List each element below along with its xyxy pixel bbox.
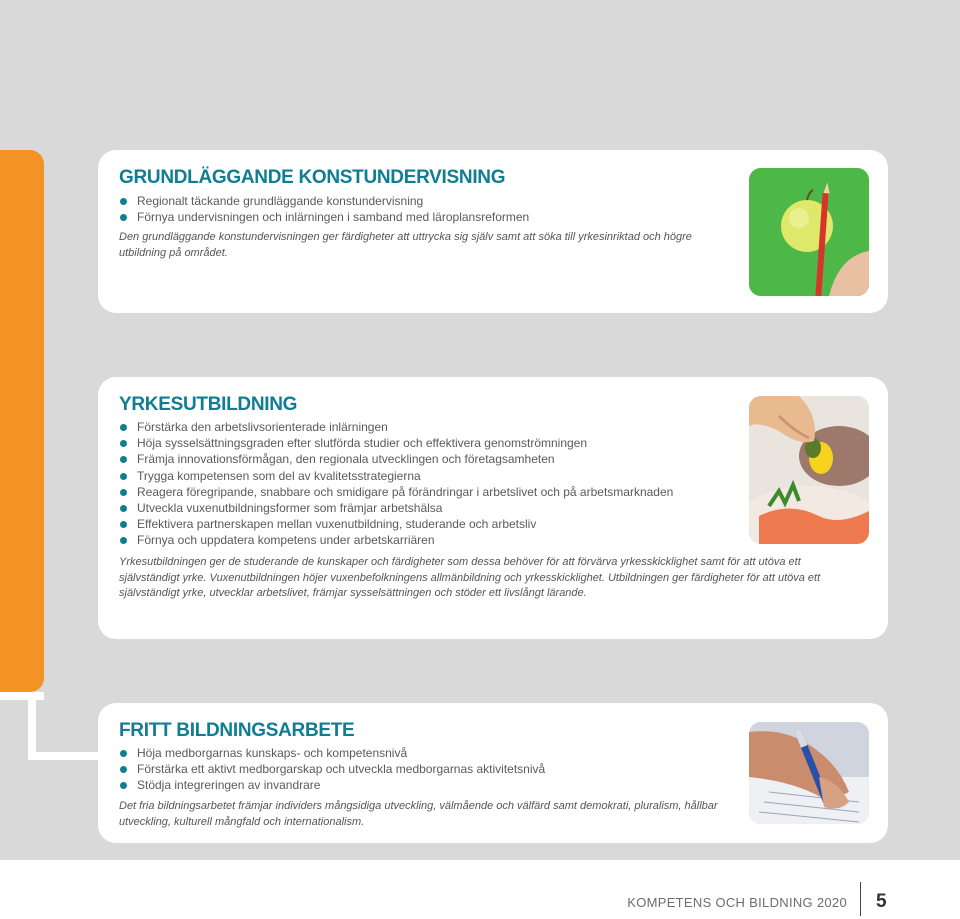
section-description: Den grundläggande konstundervisningen ger färdigheter att uttrycka sig själv samt att söka till yrkesinriktad och högre utbildning på området. [119, 231, 692, 259]
list-item: Regionalt täckande grundläggande konstundervisning [119, 193, 529, 209]
list-item: Effektivera partnerskapen mellan vuxenutbildning, studerande och arbetsliv [119, 516, 673, 532]
food-garnish-photo [749, 396, 869, 544]
footer-divider [860, 882, 861, 916]
connector-line [28, 692, 36, 760]
list-item: Reagera föregripande, snabbare och smidigare på förändringar i arbetslivet och på arbetsmarknaden [119, 484, 673, 500]
section-title: YRKESUTBILDNING [119, 394, 298, 415]
list-item: Främja innovationsförmågan, den regionala utvecklingen och företagsamheten [119, 451, 673, 467]
list-item: Förnya undervisningen och inlärningen i samband med läroplansreformen [119, 209, 529, 225]
list-item: Trygga kompetensen som del av kvalitetsstrategierna [119, 468, 673, 484]
list-item: Förstärka ett aktivt medborgarskap och utveckla medborgarnas aktivitetsnivå [119, 761, 545, 777]
list-item: Utveckla vuxenutbildningsformer som främjar arbetshälsa [119, 500, 673, 516]
bullet-list [119, 193, 529, 225]
bullet-list [119, 745, 545, 794]
food-garnish-illustration [749, 396, 869, 544]
apple-pencil-illustration [749, 168, 869, 296]
section-title: GRUNDLÄGGANDE KONSTUNDERVISNING [119, 167, 506, 188]
list-item: Höja medborgarnas kunskaps- och kompetensnivå [119, 745, 545, 761]
section-description: Det fria bildningsarbetet främjar individers mångsidiga utveckling, välmående och välfärd samt demokrati, pluralism, hållbar utveckling, kulturell mångfald och internationalism. [119, 800, 718, 828]
apple-pencil-photo [749, 168, 869, 296]
writing-hand-photo [749, 722, 869, 824]
section-title: FRITT BILDNINGSARBETE [119, 720, 355, 741]
section-card-bildningsarbete [98, 703, 888, 843]
connector-line [28, 752, 100, 760]
section-card-konstundervisning [98, 150, 888, 313]
list-item: Förstärka den arbetslivsorienterade inlärningen [119, 419, 673, 435]
writing-hand-illustration [749, 722, 869, 824]
publication-title: KOMPETENS OCH BILDNING 2020 [627, 895, 847, 910]
page-number: 5 [876, 891, 887, 912]
list-item: Stödja integreringen av invandrare [119, 777, 545, 793]
accent-bar [0, 150, 44, 692]
connector-line [0, 692, 44, 700]
bullet-list [119, 419, 673, 549]
section-description: Yrkesutbildningen ger de studerande de kunskaper och färdigheter som dessa behöver för att förvärva yrkesskicklighet samt för att utöva ett självständigt yrke. Vuxenutbildningen höjer vuxenbefolkningens allmänbildning och yrkesskicklighet. Utbildningen ger färdigheter för att utöva ett självständigt yrke, utvecklar arbetslivet, främjar sysselsättningen och stöder ett livslångt lärande. [119, 556, 821, 599]
list-item: Förnya och uppdatera kompetens under arbetskarriären [119, 532, 673, 548]
section-card-yrkesutbildning [98, 377, 888, 639]
list-item: Höja sysselsättningsgraden efter slutförda studier och effektivera genomströmningen [119, 435, 673, 451]
